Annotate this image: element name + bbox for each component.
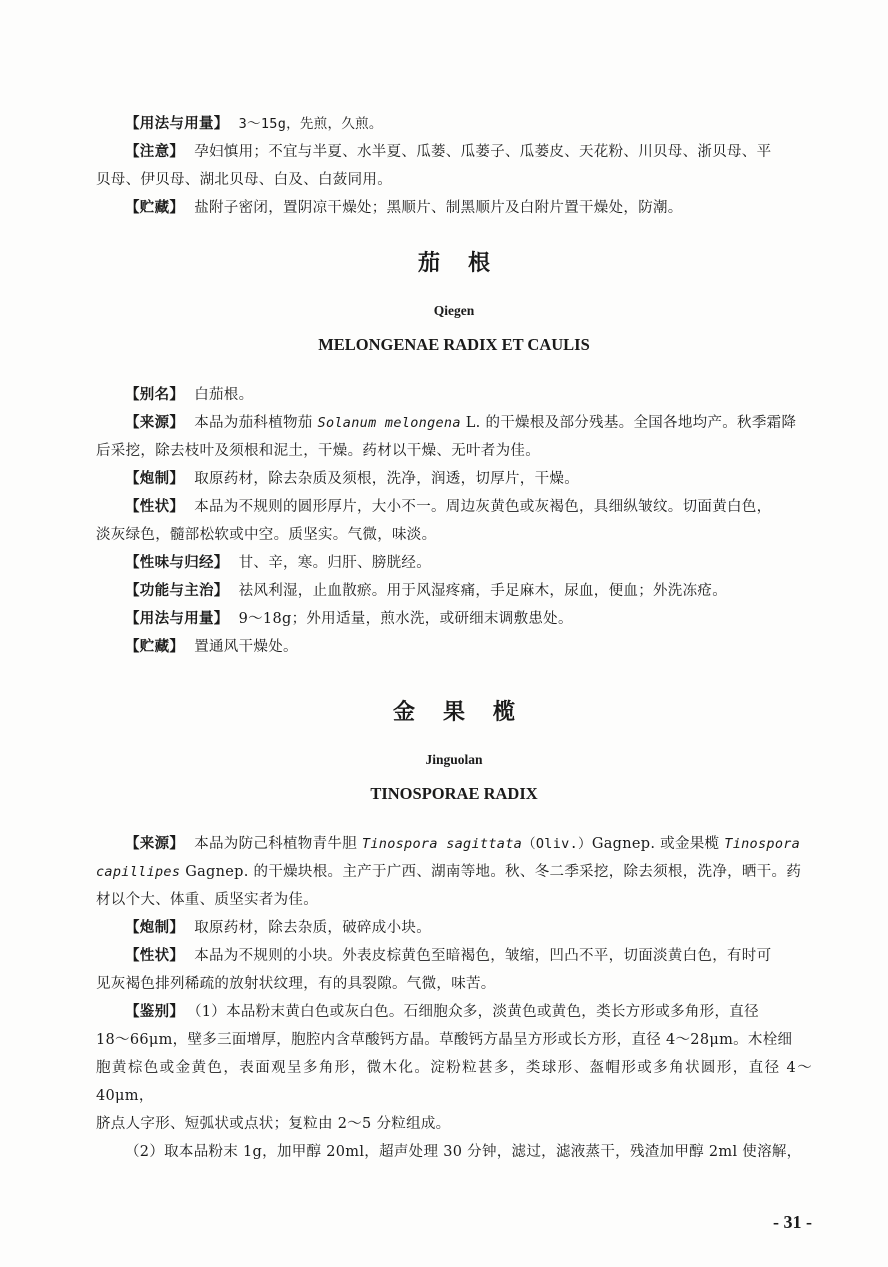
entry-text: Gagnep. 的干燥块根。主产于广西、湖南等地。秋、冬二季采挖，除去须根，洗净，晒干。药 (180, 864, 802, 880)
entry-text: 3～15g，先煎，久煎。 (238, 116, 383, 132)
source-entry (96, 409, 812, 437)
entry-label: 【炮制】 (125, 920, 185, 936)
entry-text: 9～18g；外用适量，煎水洗，或研细末调敷患处。 (238, 611, 573, 627)
identification-entry (96, 998, 812, 1026)
entry-text: 材以个大、体重、质坚实者为佳。 (96, 892, 318, 908)
description-entry (96, 493, 812, 521)
entry-text: 孕妇慎用；不宜与半夏、水半夏、瓜蒌、瓜蒌子、瓜蒌皮、天花粉、川贝母、浙贝母、平 (194, 144, 772, 160)
identification-entry-continued (96, 1110, 812, 1138)
entry-text: 白茄根。 (194, 387, 254, 403)
entry-text: 置通风干燥处。 (194, 639, 298, 655)
entry-label: 【贮藏】 (125, 639, 185, 655)
alias-entry (96, 381, 812, 409)
nature-entry (96, 549, 812, 577)
entry-label: 【鉴别】 (125, 1004, 185, 1020)
storage-entry (96, 194, 812, 222)
entry-text: 脐点人字形、短弧状或点状；复粒由 2～5 分粒组成。 (96, 1116, 451, 1132)
processing-entry (96, 914, 812, 942)
page-content (96, 110, 812, 1166)
monograph-title: 金果榄 (392, 700, 543, 725)
monograph-pinyin: Jinguolan (425, 752, 483, 767)
entry-text: 淡灰绿色，髓部松软或中空。质坚实。气微，味淡。 (96, 527, 437, 543)
species-name: Solanum melongena (317, 415, 461, 431)
identification-entry-continued (96, 1026, 812, 1054)
description-entry-continued (96, 521, 812, 549)
entry-label: 【炮制】 (125, 471, 185, 487)
monograph-latin-name: TINOSPORAE RADIX (370, 784, 538, 803)
source-entry-continued (96, 886, 812, 914)
entry-text: 取原药材，除去杂质及须根，洗净，润透，切厚片，干燥。 (194, 471, 580, 487)
entry-label: 【性味与归经】 (125, 555, 229, 571)
entry-text: L. 的干燥根及部分残基。全国各地均产。秋季霜降 (460, 415, 797, 431)
monograph-title: 茄根 (417, 251, 518, 276)
entry-text: 甘、辛，寒。归肝、膀胱经。 (238, 555, 432, 571)
entry-text: 取原药材，除去杂质，破碎成小块。 (194, 920, 432, 936)
monograph-latin-name: MELONGENAE RADIX ET CAULIS (318, 335, 590, 354)
entry-text: （2）取本品粉末 1g，加甲醇 20ml，超声处理 30 分钟，滤过，滤液蒸干，残渣加甲醇 2ml 使溶解， (125, 1144, 802, 1160)
entry-label: 【注意】 (125, 144, 185, 160)
entry-text: 18～66μm，壁多三面增厚，胞腔内含草酸钙方晶。草酸钙方晶呈方形或长方形，直径 4～28μm。木栓细 (96, 1032, 793, 1048)
entry-label: 【用法与用量】 (125, 611, 229, 627)
entry-text: 本品为茄科植物茄 (194, 415, 318, 431)
species-name: Tinospora sagittata (361, 836, 523, 852)
entry-text: 贝母、伊贝母、湖北贝母、白及、白蔹同用。 (96, 172, 392, 188)
description-entry (96, 942, 812, 970)
entry-label: 【性状】 (125, 499, 185, 515)
species-name: Tinospora (724, 836, 801, 852)
entry-text: 本品为不规则的圆形厚片，大小不一。周边灰黄色或灰褐色，具细纵皱纹。切面黄白色， (194, 499, 772, 515)
entry-label: 【来源】 (125, 836, 185, 852)
page-number: - 31 - (773, 1212, 812, 1232)
function-entry (96, 577, 812, 605)
entry-label: 【功能与主治】 (125, 583, 229, 599)
entry-text: 见灰褐色排列稀疏的放射状纹理，有的具裂隙。气微，味苦。 (96, 976, 496, 992)
entry-text: 本品为不规则的小块。外表皮棕黄色至暗褐色，皱缩，凹凸不平，切面淡黄白色，有时可 (194, 948, 772, 964)
author-citation: （Oliv.） (522, 836, 592, 852)
entry-text: Gagnep. 或金果榄 (591, 836, 725, 852)
entry-text: 祛风利湿，止血散瘀。用于风湿疼痛，手足麻木，尿血，便血；外洗冻疮。 (238, 583, 728, 599)
source-entry-continued (96, 858, 812, 886)
description-entry-continued (96, 970, 812, 998)
storage-entry (96, 633, 812, 661)
usage-entry (96, 605, 812, 633)
entry-label: 【性状】 (125, 948, 185, 964)
caution-entry (96, 138, 812, 166)
source-entry-continued (96, 437, 812, 465)
entry-label: 【用法与用量】 (125, 116, 229, 132)
source-entry (96, 830, 812, 858)
processing-entry (96, 465, 812, 493)
entry-text: 后采挖，除去枝叶及须根和泥土，干燥。药材以干燥、无叶者为佳。 (96, 443, 540, 459)
entry-text: 盐附子密闭，置阴凉干燥处；黑顺片、制黑顺片及白附片置干燥处，防潮。 (194, 200, 683, 216)
usage-entry (96, 110, 812, 138)
identification-entry-step2 (96, 1138, 812, 1166)
species-name: capillipes (96, 864, 181, 880)
entry-label: 【来源】 (125, 415, 185, 431)
monograph-pinyin: Qiegen (433, 303, 475, 318)
entry-text: 本品为防己科植物青牛胆 (194, 836, 362, 852)
entry-label: 【别名】 (125, 387, 185, 403)
entry-text: （1）本品粉末黄白色或灰白色。石细胞众多，淡黄色或黄色，类长方形或多角形，直径 (194, 1004, 759, 1020)
entry-text: 胞黄棕色或金黄色，表面观呈多角形，微木化。淀粉粒甚多，类球形、盔帽形或多角状圆形，直径 4～40μm， (96, 1060, 812, 1104)
identification-entry-continued (96, 1054, 812, 1110)
caution-entry-continued (96, 166, 812, 194)
entry-label: 【贮藏】 (125, 200, 185, 216)
